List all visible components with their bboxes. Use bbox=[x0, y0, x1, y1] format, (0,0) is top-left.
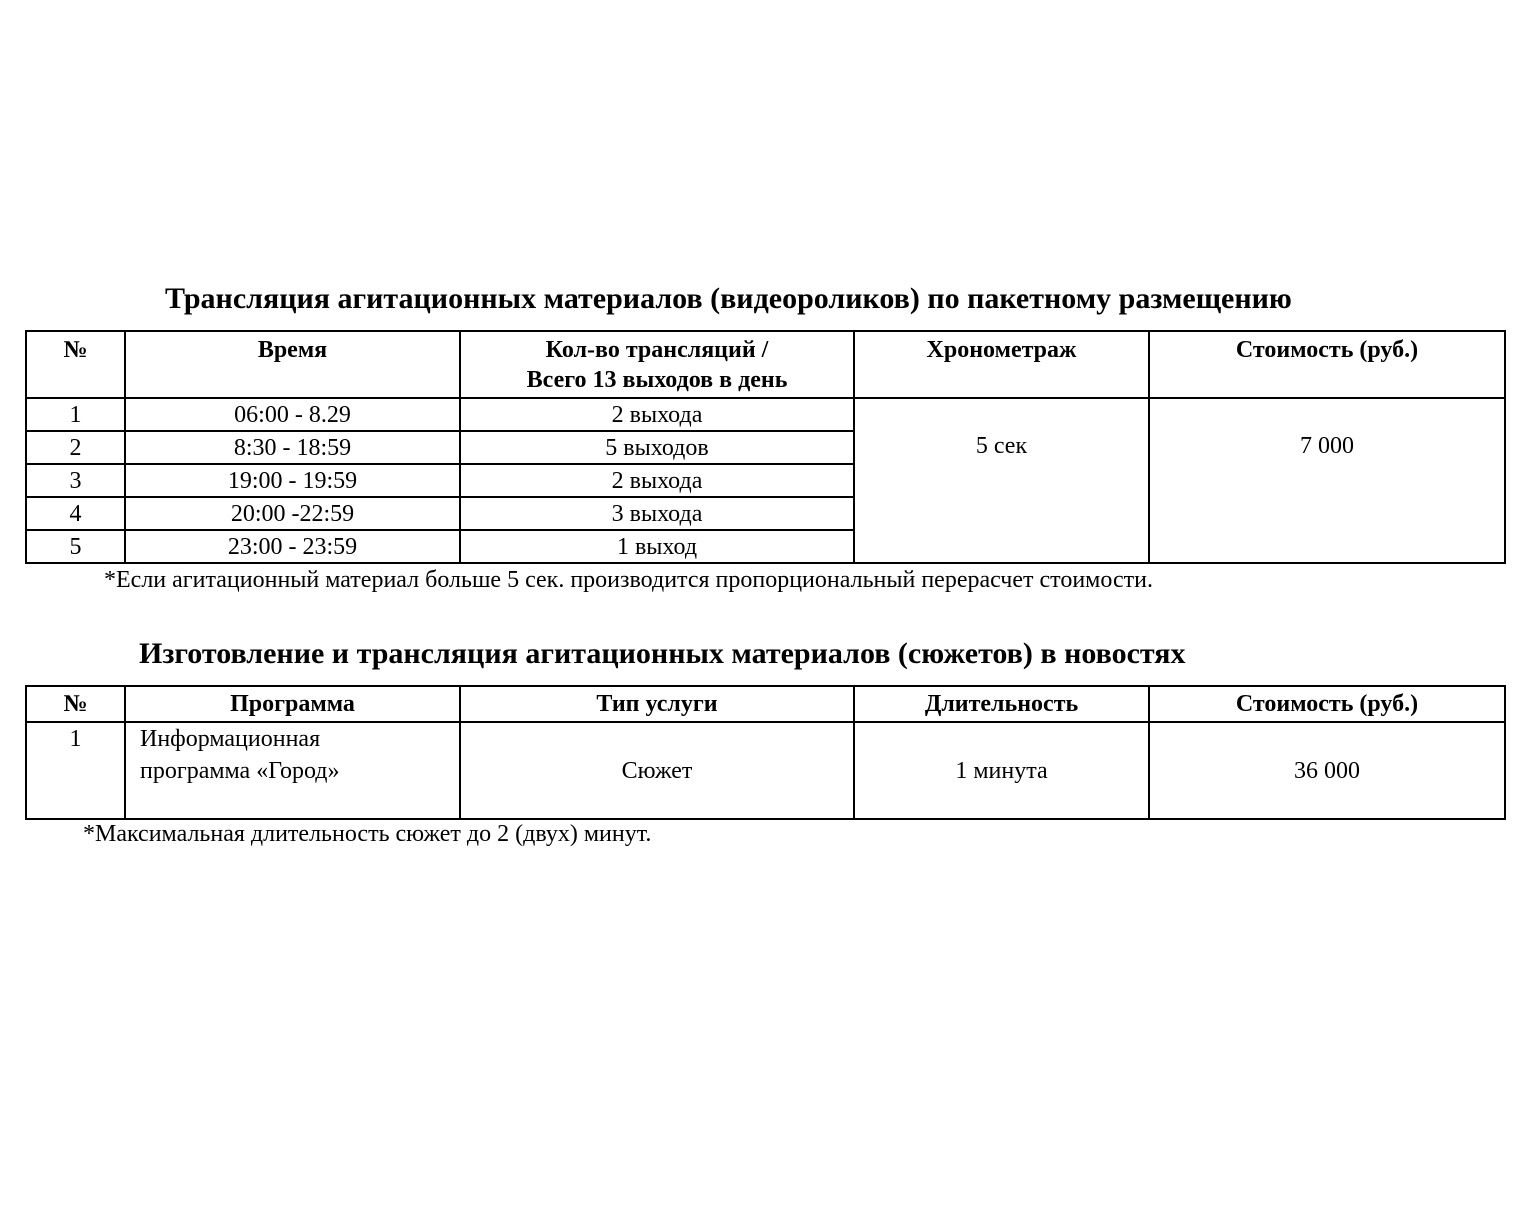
header-duration: Хронометраж bbox=[854, 331, 1149, 398]
price-value: 7 000 bbox=[1149, 398, 1505, 563]
section1-note: *Если агитационный материал больше 5 сек. производится пропорциональный перерасчет стоимости. bbox=[104, 567, 1153, 593]
row-count: 1 выход bbox=[460, 530, 854, 563]
header-program: Программа bbox=[125, 686, 460, 722]
row-num: 3 bbox=[26, 464, 125, 497]
table-row bbox=[26, 722, 1505, 819]
header-count-line1: Кол-во трансляций / bbox=[545, 337, 769, 363]
row-num: 1 bbox=[26, 398, 125, 431]
header-count-line2: Всего 13 выходов в день bbox=[526, 367, 788, 393]
program-line2: программа «Город» bbox=[140, 758, 340, 784]
section2-title: Изготовление и трансляция агитационных материалов (сюжетов) в новостях bbox=[139, 637, 1186, 670]
row-time: 8:30 - 18:59 bbox=[125, 431, 460, 464]
duration-value: 5 сек bbox=[854, 398, 1149, 563]
header-count bbox=[460, 331, 854, 398]
row-num: 5 bbox=[26, 530, 125, 563]
row-time: 23:00 - 23:59 bbox=[125, 530, 460, 563]
news-story-table bbox=[25, 685, 1506, 820]
row-duration: 1 минута bbox=[854, 722, 1149, 819]
row-time: 06:00 - 8.29 bbox=[125, 398, 460, 431]
row-count: 3 выхода bbox=[460, 497, 854, 530]
table-header-row bbox=[26, 686, 1505, 722]
row-program bbox=[125, 722, 460, 819]
row-service: Сюжет bbox=[460, 722, 854, 819]
row-num: 1 bbox=[26, 722, 125, 819]
row-count: 2 выхода bbox=[460, 398, 854, 431]
header-price: Стоимость (руб.) bbox=[1149, 686, 1505, 722]
section1-title: Трансляция агитационных материалов (видеороликов) по пакетному размещению bbox=[165, 282, 1292, 315]
header-num: № bbox=[26, 331, 125, 398]
header-time: Время bbox=[125, 331, 460, 398]
table-header-row bbox=[26, 331, 1505, 398]
header-price: Стоимость (руб.) bbox=[1149, 331, 1505, 398]
table-row bbox=[26, 398, 1505, 431]
row-count: 5 выходов bbox=[460, 431, 854, 464]
header-service: Тип услуги bbox=[460, 686, 854, 722]
row-num: 2 bbox=[26, 431, 125, 464]
header-num: № bbox=[26, 686, 125, 722]
row-time: 19:00 - 19:59 bbox=[125, 464, 460, 497]
section2-note: *Максимальная длительность сюжет до 2 (двух) минут. bbox=[83, 821, 652, 847]
row-time: 20:00 -22:59 bbox=[125, 497, 460, 530]
row-count: 2 выхода bbox=[460, 464, 854, 497]
header-duration: Длительность bbox=[854, 686, 1149, 722]
row-num: 4 bbox=[26, 497, 125, 530]
package-broadcast-table bbox=[25, 330, 1506, 564]
row-price: 36 000 bbox=[1149, 722, 1505, 819]
program-line1: Информационная bbox=[140, 726, 321, 752]
